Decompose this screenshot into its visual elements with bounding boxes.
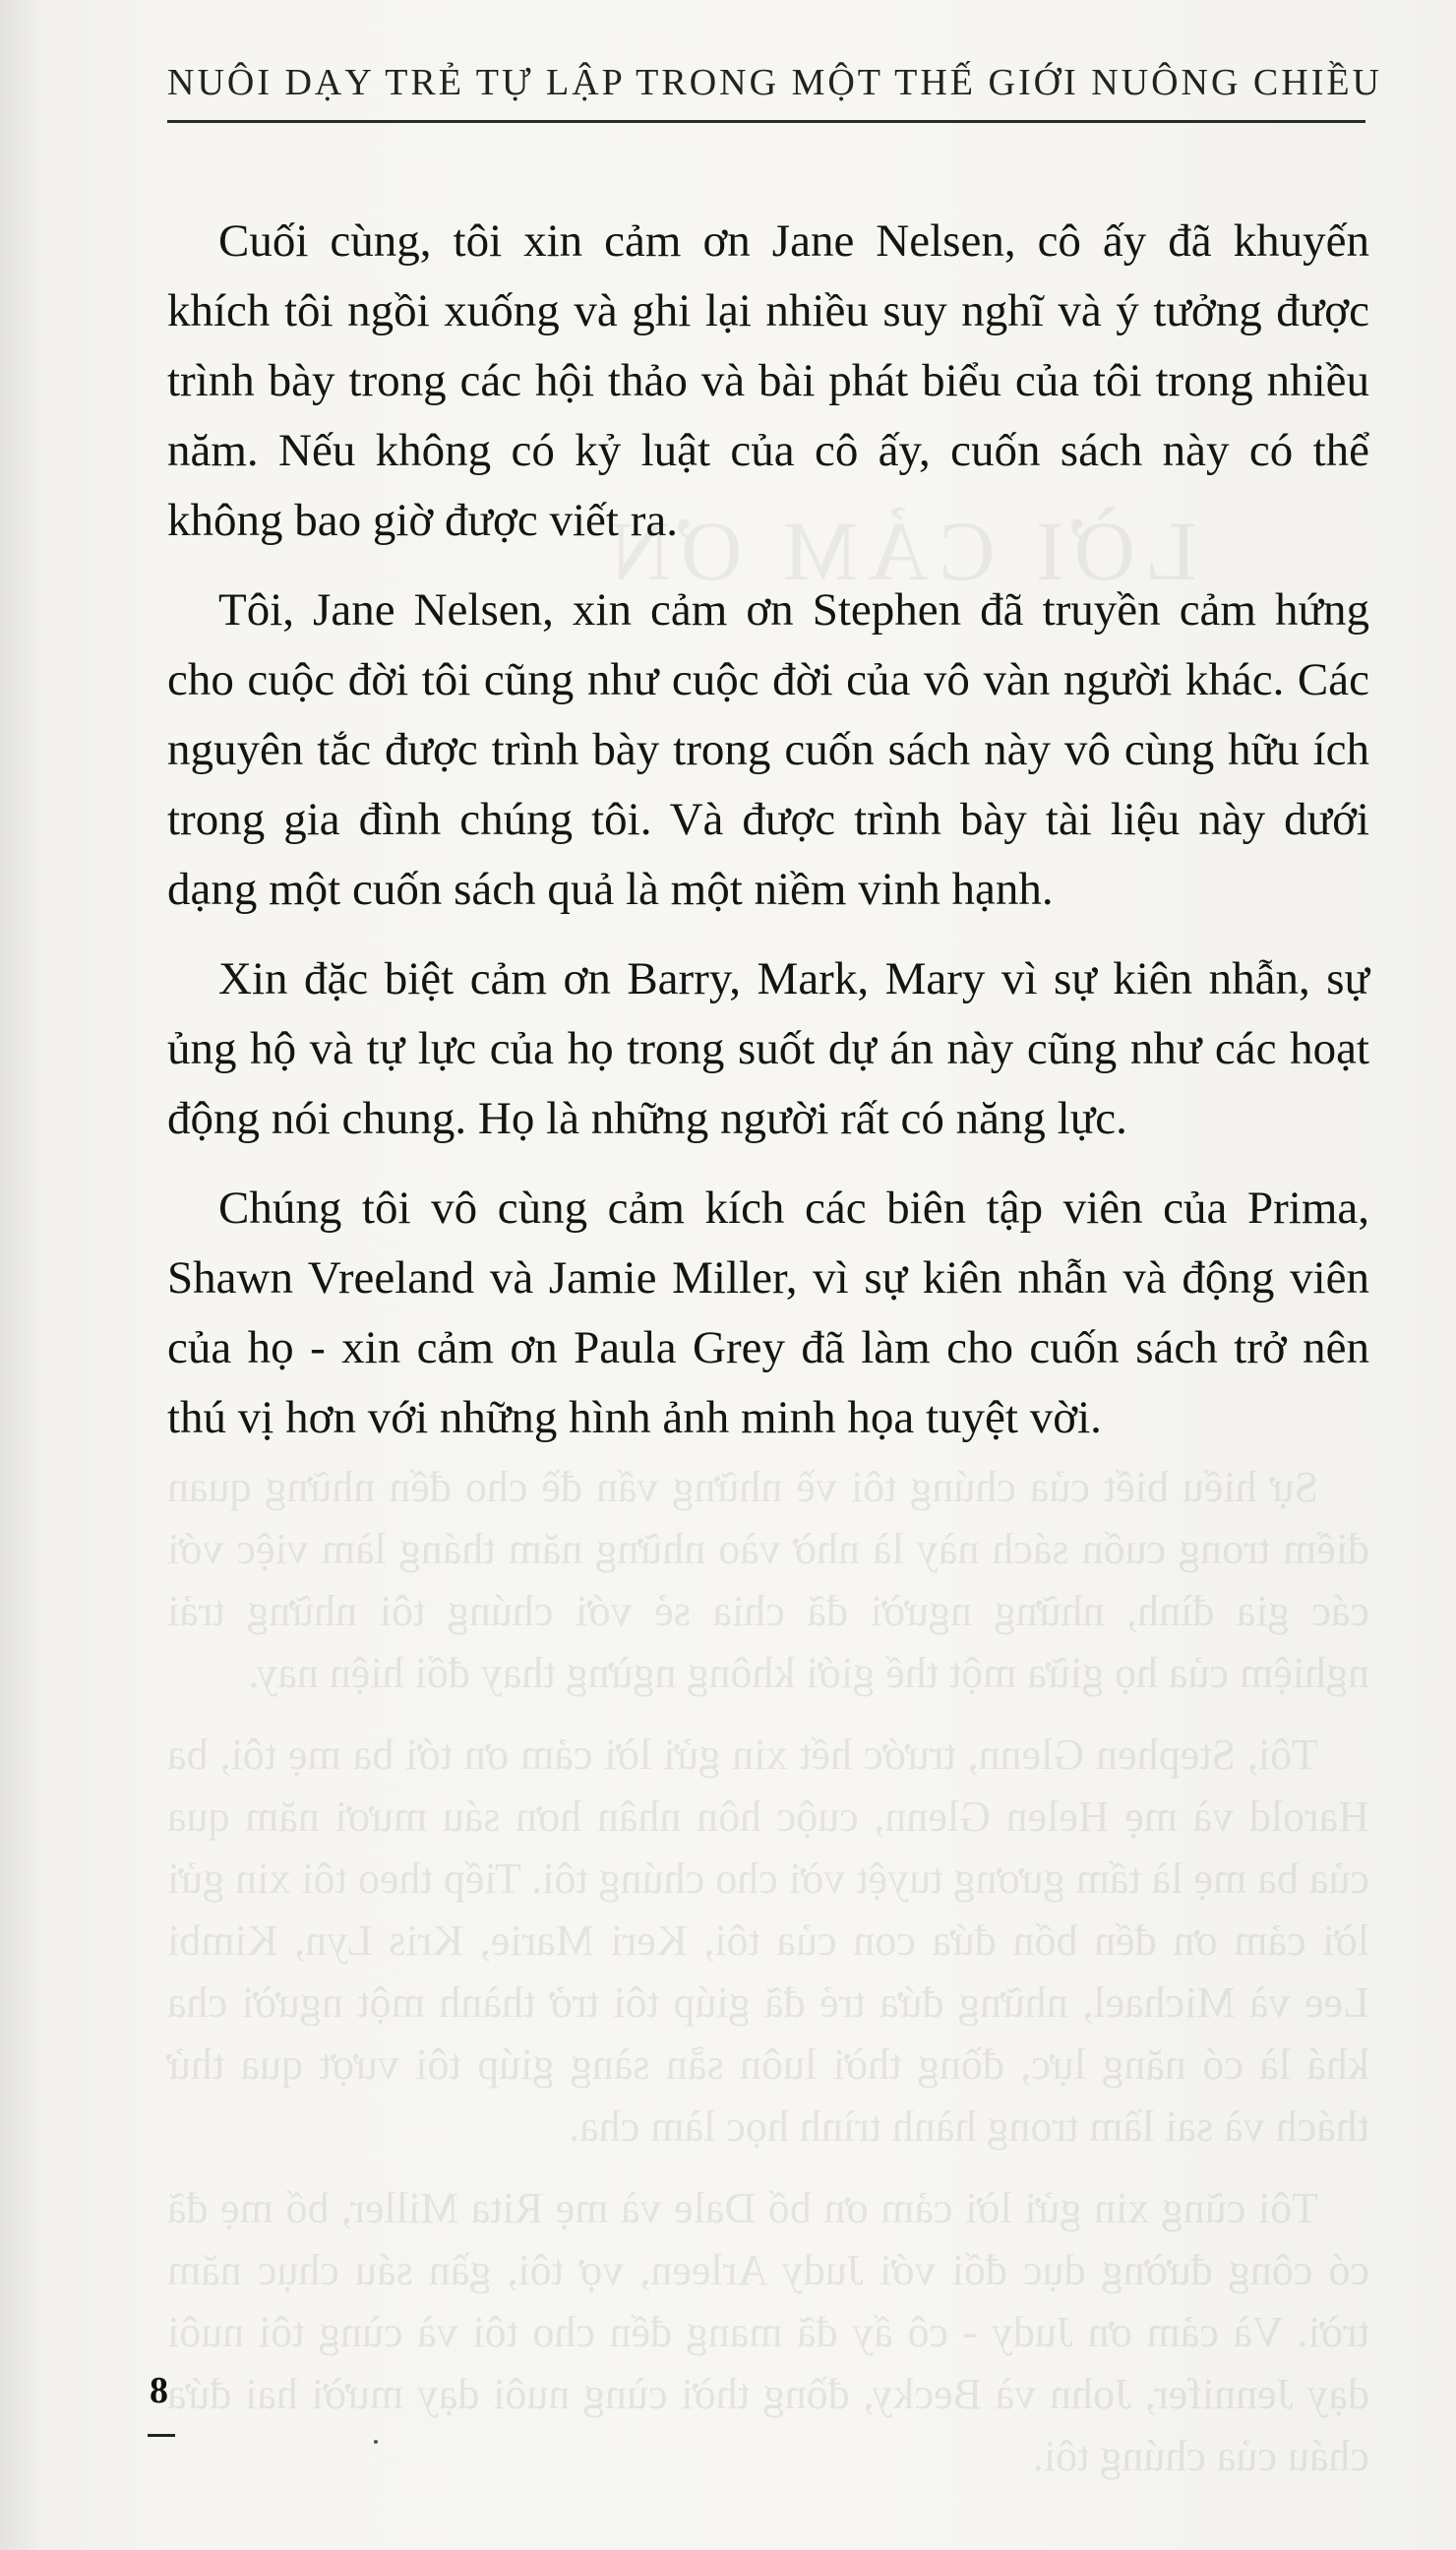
bleed-paragraph: Sự hiểu biết của chúng tôi về những vấn đề cho đến những quan điểm trong cuốn sách này là nhờ vào những năm tháng làm việc với các gia đình, những người đã chia sẻ với chúng tôi những trải nghiệm của họ giữa một thế giới không ngừng thay đổi hiện nay. [167, 1463, 1369, 1697]
paragraph: Tôi, Jane Nelsen, xin cảm ơn Stephen đã truyền cảm hứng cho cuộc đời tôi cũng như cuộc đời của vô vàn người khác. Các nguyên tắc được trình bày trong cuốn sách này vô cùng hữu ích trong gia đình chúng tôi. Và được trình bày tài liệu này dưới dạng một cuốn sách quả là một niềm vinh hạnh. [167, 584, 1369, 915]
header-rule [167, 120, 1365, 123]
page-number: 8 [150, 2370, 168, 2411]
bleed-paragraph: Tôi, Stephen Glenn, trước hết xin gửi lời cảm ơn tới ba mẹ tôi, ba Harold và mẹ Helen Glenn, cuộc hôn nhân hơn sáu mươi năm qua của ba mẹ là tấm gương tuyệt vời cho chúng tôi. Tiếp theo tôi xin gửi lời cảm ơn đến bốn đứa con của tôi, Keri Marie, Kris Lyn, Kimbi Lee và Michael, những đứa trẻ đã giúp tôi trở thành một người cha khá là có năng lực, đồng thời luôn sẵn sàng giúp tôi vượt qua thử thách và sai lầm trong hành trình học làm cha. [167, 1730, 1369, 2151]
bleed-through-text [167, 1456, 1369, 2507]
main-text [167, 207, 1369, 1473]
bleed-paragraph: Tôi cũng xin gửi lời cảm ơn bố Dale và mẹ Rita Miller, bố mẹ đã có công đường dục đối với Judy Arleen, vợ tôi, gần sáu chục năm trời. Và cảm ơn Judy - cô ấy đã mang đến cho tôi và cùng tôi nuôi dạy Jennifer, John và Becky, đồng thời cùng nuôi dạy mười hai đứa cháu của chúng tôi. [167, 2184, 1369, 2480]
paragraph: Xin đặc biệt cảm ơn Barry, Mark, Mary vì sự kiên nhẫn, sự ủng hộ và tự lực của họ trong suốt dự án này cũng như các hoạt động nói chung. Họ là những người rất có năng lực. [167, 953, 1369, 1144]
running-head: NUÔI DẠY TRẺ TỰ LẬP TRONG MỘT THẾ GIỚI NUÔNG CHIỀU [167, 62, 1383, 103]
paragraph: Chúng tôi vô cùng cảm kích các biên tập viên của Prima, Shawn Vreeland và Jamie Miller, vì sự kiên nhẫn và động viên của họ - xin cảm ơn Paula Grey đã làm cho cuốn sách trở nên thú vị hơn với những hình ảnh minh họa tuyệt vời. [167, 1183, 1369, 1443]
print-speck [374, 2440, 378, 2444]
page-number-rule [148, 2434, 175, 2437]
bleed-through-title: LỜI CẢM ƠN [600, 504, 1197, 598]
spine-shadow [0, 0, 39, 2550]
paragraph: Cuối cùng, tôi xin cảm ơn Jane Nelsen, cô ấy đã khuyến khích tôi ngồi xuống và ghi lại nhiều suy nghĩ và ý tưởng được trình bày trong các hội thảo và bài phát biểu của tôi trong nhiều năm. Nếu không có kỷ luật của cô ấy, cuốn sách này có thể không bao giờ được viết ra. [167, 215, 1369, 546]
